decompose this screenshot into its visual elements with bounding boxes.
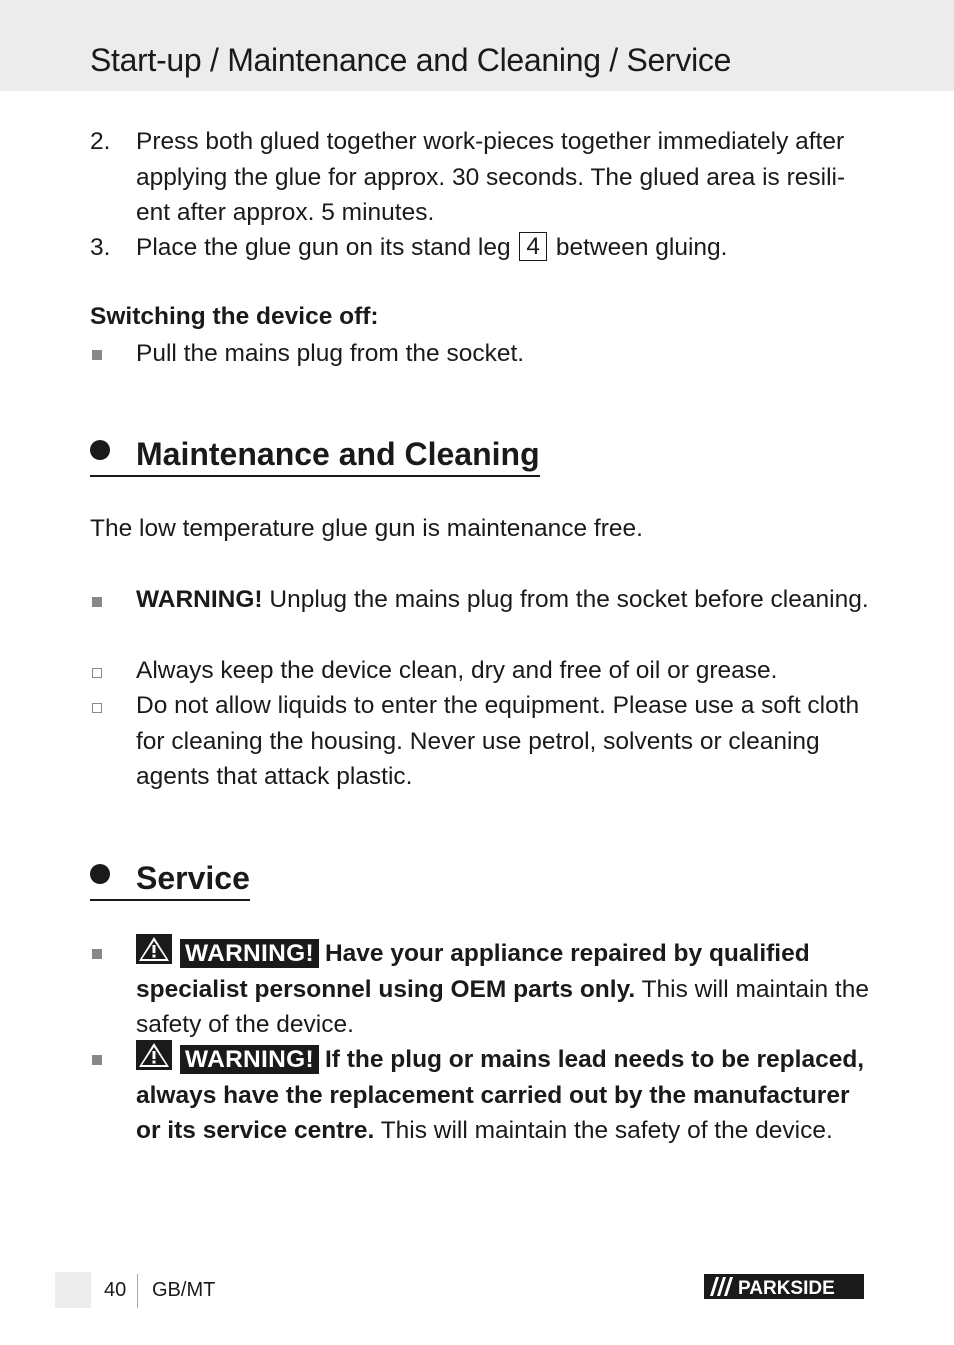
service-warning-1: [90, 934, 870, 1043]
maintenance-intro: The low temperature glue gun is maintenance free.: [90, 515, 643, 542]
maintenance-item-1: [90, 653, 870, 689]
section-title: Service: [136, 860, 250, 896]
step-text-after: between gluing.: [555, 234, 728, 261]
warning-bold-text: If the plug or mains lead needs to be replaced, always have the replacement carried out by the manufacturer or its service centre.: [136, 1046, 865, 1144]
parkside-logo: [704, 1274, 864, 1299]
page-number: 40: [104, 1279, 127, 1301]
warning-badge: WARNING!: [180, 939, 319, 968]
square-bullet-icon: [92, 1055, 102, 1065]
page-title: Start-up / Maintenance and Cleaning / Service: [90, 42, 732, 78]
warning-label: WARNING!: [136, 586, 263, 613]
warning-badge: WARNING!: [180, 1045, 319, 1074]
service-warning-2: [90, 1040, 870, 1149]
service-heading: [90, 860, 250, 901]
bullet-text: Pull the mains plug from the socket.: [136, 340, 525, 367]
open-square-bullet-icon: [92, 703, 102, 713]
switch-off-heading: Switching the device off:: [90, 303, 379, 330]
maintenance-heading: [90, 436, 540, 477]
switch-off-item: [90, 336, 870, 372]
step-number: 2.: [90, 128, 111, 155]
footer-divider: [137, 1274, 138, 1308]
footer-box: [55, 1272, 91, 1308]
bullet-text: Do not allow liquids to enter the equipment. Please use a soft cloth for cleaning the housing. Never use petrol, solvents or cleaning agents that attack plastic.: [136, 692, 860, 790]
step-3: [90, 230, 870, 266]
language-code: GB/MT: [152, 1279, 216, 1301]
warning-triangle-icon: [136, 1040, 172, 1070]
step-2: [90, 124, 870, 231]
warning-normal-text: This will maintain the safety of the device.: [380, 1117, 833, 1144]
warning-text: Unplug the mains plug from the socket before cleaning.: [269, 586, 869, 613]
section-title: Maintenance and Cleaning: [136, 436, 540, 472]
brand-text: PARKSIDE: [738, 1278, 835, 1299]
square-bullet-icon: [92, 350, 102, 360]
warning-triangle-icon: [136, 934, 172, 964]
warning-bold-text: Have your appliance repaired by qualified specialist personnel using OEM parts only.: [136, 940, 810, 1003]
step-text: Place the glue gun on its stand leg: [136, 234, 511, 261]
bullet-text: Always keep the device clean, dry and free of oil or grease.: [136, 657, 778, 684]
square-bullet-icon: [92, 949, 102, 959]
part-reference-box: 4: [519, 232, 547, 261]
step-text: Press both glued together work-pieces together immediately after applying the glue for approx. 30 seconds. The glued area is resili-ent after approx. 5 minutes.: [136, 128, 846, 226]
open-square-bullet-icon: [92, 668, 102, 678]
maintenance-warning: [90, 582, 870, 618]
step-number: 3.: [90, 234, 111, 261]
maintenance-item-2: [90, 688, 870, 795]
warning-normal-text: This will maintain the safety of the device.: [136, 975, 869, 1038]
section-dot-icon: [90, 864, 110, 884]
square-bullet-icon: [92, 597, 102, 607]
section-dot-icon: [90, 440, 110, 460]
